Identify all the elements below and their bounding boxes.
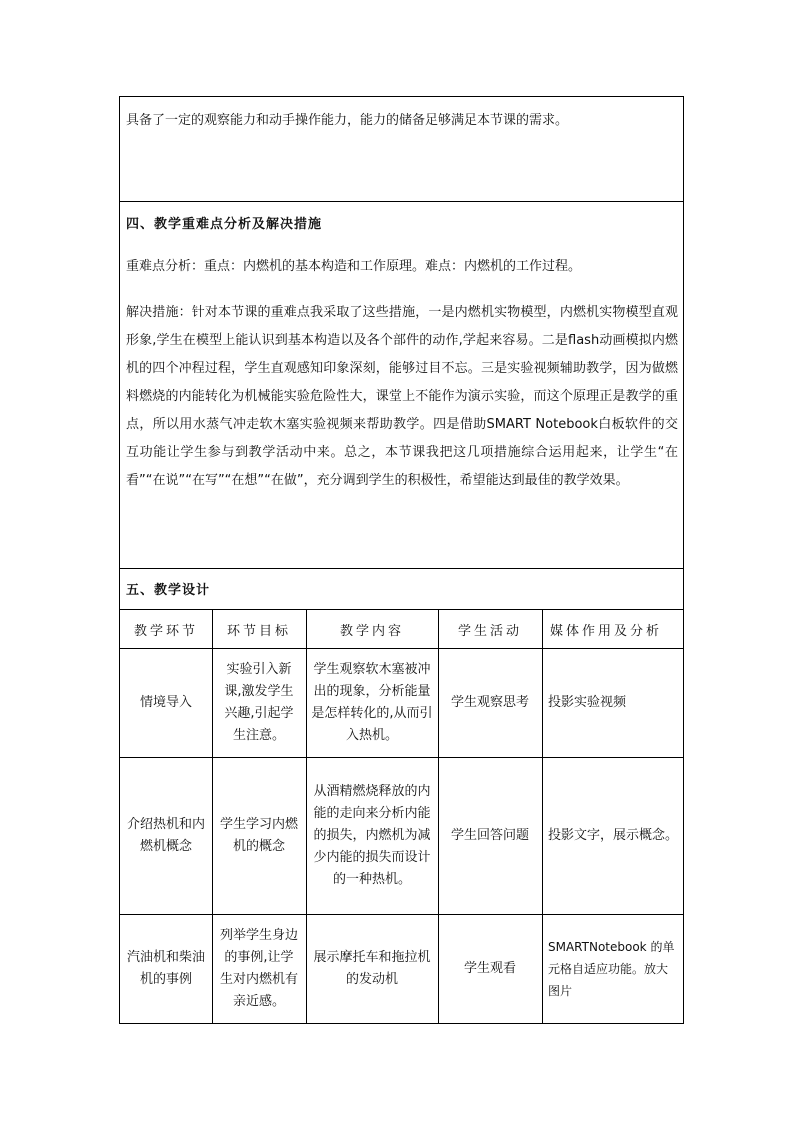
- table-cell: SMARTNotebook 的单元格自适应功能。放大图片: [548, 940, 675, 998]
- column-divider: [212, 609, 213, 1023]
- column-header-stage: 教学环节: [133, 623, 198, 639]
- table-cell: 从酒精燃烧释放的内能的走向来分析内能的损失，内燃机为减少内能的损失而设计的一种热机。: [313, 784, 431, 887]
- table-cell: 学生回答问题: [450, 828, 529, 843]
- intro-line: 具备了一定的观察能力和动手操作能力，能力的储备足够满足本节课的需求。: [126, 113, 569, 128]
- section4-solution: 解决措施：针对本节课的重难点我采取了这些措施，一是内燃机实物模型，内燃机实物模型直观形象,学生在模型上能认识到基本构造以及各个部件的动作,学起来容易。二是flash动画模拟内燃机的四个冲程过程，学生直观感知印象深刻，能够过目不忘。三是实验视频辅助教学，因为做燃料燃烧的内能转化为机械能实验危险性大，课堂上不能作为演示实验，而这个原理正是教学的重点，所以用水蒸气冲走软木塞实验视频来帮助教学。四是借助SMART Notebook白板软件的交互功能让学生参与到教学活动中来。总之，本节课我把这几项措施综合运用起来，让学生“在看”“在说”“在写”“在想”“在做”，充分调到学生的积极性，希望能达到最佳的教学效果。: [126, 305, 678, 488]
- table-cell: 介绍热机和内燃机概念: [126, 817, 205, 854]
- column-divider: [438, 609, 439, 1023]
- column-divider: [306, 609, 307, 1023]
- section4-heading: 四、教学重难点分析及解决措施: [126, 217, 323, 232]
- column-header-content: 教学内容: [339, 623, 404, 639]
- row-divider: [120, 201, 683, 202]
- table-cell: 情境导入: [139, 695, 192, 710]
- table-cell: 展示摩托车和拖拉机的发动机: [313, 950, 431, 987]
- table-cell: 投影实验视频: [548, 695, 627, 710]
- table-cell: 列举学生身边的事例,让学生对内燃机有亲近感。: [219, 928, 298, 1009]
- table-cell: 学生观察软木塞被冲出的现象，分析能量是怎样转化的,从而引入热机。: [311, 662, 433, 743]
- row-divider: [120, 568, 683, 569]
- column-header-media: 媒体作用及分析: [550, 623, 663, 639]
- table-cell: 学生观看: [463, 961, 516, 976]
- section5-heading: 五、教学设计: [126, 583, 211, 598]
- column-divider: [542, 609, 543, 1023]
- table-cell: 学生学习内燃机的概念: [219, 817, 298, 854]
- document-table: [119, 96, 684, 1024]
- column-header-activity: 学生活动: [457, 623, 522, 639]
- table-cell: 投影文字，展示概念。: [548, 828, 679, 843]
- table-cell: 汽油机和柴油机的事例: [126, 950, 205, 987]
- table-cell: 实验引入新课,激发学生兴趣,引起学生注意。: [224, 662, 294, 743]
- column-header-goal: 环节目标: [226, 623, 291, 639]
- section4-difficulty: 重难点分析：重点：内燃机的基本构造和工作原理。难点：内燃机的工作过程。: [126, 259, 582, 274]
- table-cell: 学生观察思考: [450, 695, 529, 710]
